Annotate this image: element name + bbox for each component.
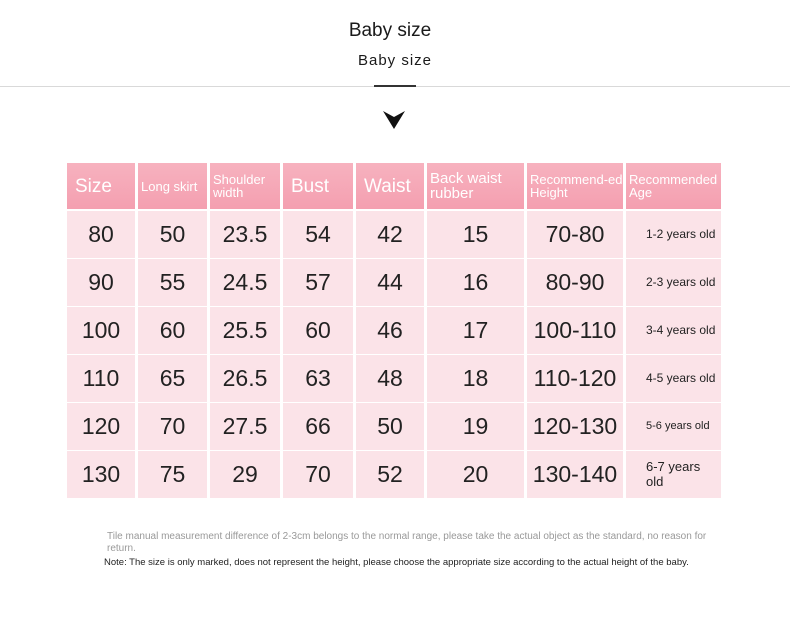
measurement-note: Tile manual measurement difference of 2-3cm belongs to the normal range, please take the actual object as the standard, no reason for return. — [107, 531, 707, 554]
cell-long-skirt: 65 — [138, 354, 207, 402]
page-subtitle: Baby size — [357, 52, 433, 69]
size-note: Note: The size is only marked, does not represent the height, please choose the appropriate size according to the actual height of the baby. — [104, 557, 689, 568]
cell-waist: 42 — [356, 209, 424, 258]
cell-waist: 52 — [356, 450, 424, 498]
cell-bust: 54 — [283, 209, 353, 258]
cell-size: 110 — [67, 354, 135, 402]
column-header-waist: Waist — [356, 163, 424, 209]
cell-age: 4-5 years old — [626, 354, 721, 402]
cell-age: 5-6 years old — [626, 402, 721, 450]
cell-shoulder: 24.5 — [210, 258, 280, 306]
cell-bust: 57 — [283, 258, 353, 306]
cell-height: 120-130 — [527, 402, 623, 450]
cell-bust: 66 — [283, 402, 353, 450]
cell-shoulder: 29 — [210, 450, 280, 498]
cell-size: 120 — [67, 402, 135, 450]
table-row — [67, 209, 721, 258]
table-row — [67, 402, 721, 450]
column-header-size: Size — [67, 163, 135, 209]
cell-height: 100-110 — [527, 306, 623, 354]
cell-height: 80-90 — [527, 258, 623, 306]
cell-waist: 46 — [356, 306, 424, 354]
cell-long-skirt: 75 — [138, 450, 207, 498]
cell-height: 110-120 — [527, 354, 623, 402]
cell-waist: 50 — [356, 402, 424, 450]
cell-age: 6-7 years old — [626, 450, 721, 498]
cell-back-waist: 16 — [427, 258, 524, 306]
cell-bust: 60 — [283, 306, 353, 354]
cell-shoulder: 27.5 — [210, 402, 280, 450]
cell-waist: 48 — [356, 354, 424, 402]
cell-age: 2-3 years old — [626, 258, 721, 306]
cell-size: 130 — [67, 450, 135, 498]
cell-height: 70-80 — [527, 209, 623, 258]
cell-height: 130-140 — [527, 450, 623, 498]
table-row — [67, 354, 721, 402]
cell-waist: 44 — [356, 258, 424, 306]
cell-shoulder: 26.5 — [210, 354, 280, 402]
cell-long-skirt: 60 — [138, 306, 207, 354]
cell-size: 100 — [67, 306, 135, 354]
cell-age: 1-2 years old — [626, 209, 721, 258]
cell-back-waist: 15 — [427, 209, 524, 258]
cell-bust: 70 — [283, 450, 353, 498]
table-row — [67, 450, 721, 498]
cell-shoulder: 25.5 — [210, 306, 280, 354]
column-header-long-skirt: Long skirt — [138, 163, 207, 209]
cell-back-waist: 18 — [427, 354, 524, 402]
down-arrow-icon — [383, 111, 405, 129]
divider-accent — [374, 85, 416, 87]
cell-bust: 63 — [283, 354, 353, 402]
cell-long-skirt: 70 — [138, 402, 207, 450]
column-header-shoulder-width: Shoulder width — [210, 163, 280, 209]
cell-back-waist: 17 — [427, 306, 524, 354]
cell-back-waist: 20 — [427, 450, 524, 498]
size-table — [64, 163, 724, 498]
table-row — [67, 258, 721, 306]
page-title: Baby size — [348, 20, 432, 41]
cell-long-skirt: 55 — [138, 258, 207, 306]
cell-shoulder: 23.5 — [210, 209, 280, 258]
column-header-back-waist-rubber: Back waist rubber — [427, 163, 524, 209]
cell-long-skirt: 50 — [138, 209, 207, 258]
column-header-recommended-height: Recommend-ed Height — [527, 163, 623, 209]
table-header-row — [67, 163, 721, 209]
table-row — [67, 306, 721, 354]
cell-size: 90 — [67, 258, 135, 306]
cell-age: 3-4 years old — [626, 306, 721, 354]
cell-size: 80 — [67, 209, 135, 258]
cell-back-waist: 19 — [427, 402, 524, 450]
column-header-bust: Bust — [283, 163, 353, 209]
column-header-recommended-age: Recommended Age — [626, 163, 721, 209]
